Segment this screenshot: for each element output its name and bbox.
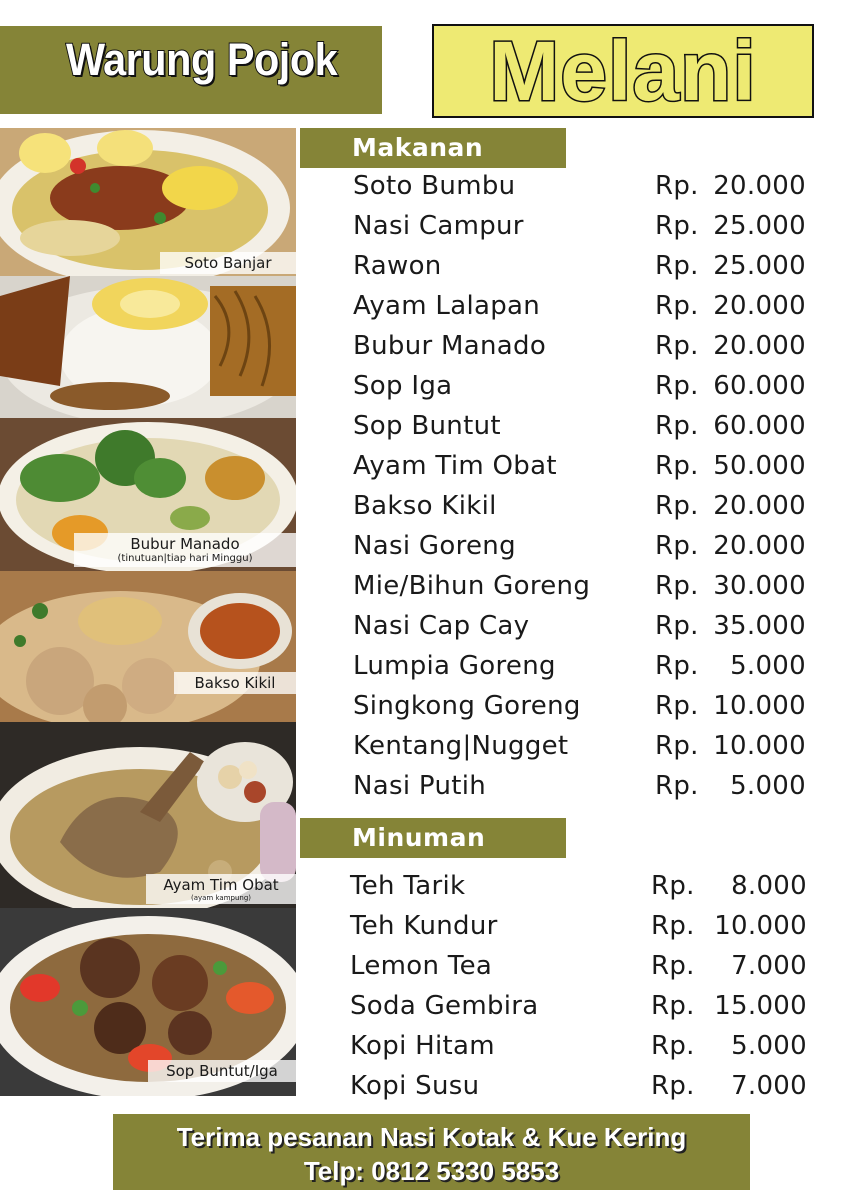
footer-phone-text: Telp: 0812 5330 5853 bbox=[303, 1156, 560, 1186]
menu-item-name: Singkong Goreng bbox=[353, 691, 581, 721]
caption-text: Bakso Kikil bbox=[194, 674, 276, 692]
menu-item bbox=[353, 406, 813, 446]
menu-item-currency: Rp. bbox=[655, 211, 699, 241]
menu-item-name: Sop Iga bbox=[353, 371, 453, 401]
menu-item bbox=[350, 866, 814, 906]
caption-soto-banjar bbox=[160, 252, 296, 274]
title-melani: Melani bbox=[489, 24, 757, 118]
menu-item bbox=[353, 206, 813, 246]
menu-item-currency: Rp. bbox=[651, 951, 695, 981]
menu-item-price: 25.000 bbox=[713, 211, 806, 241]
caption-bakso-kikil bbox=[174, 672, 296, 694]
menu-item-name: Teh Tarik bbox=[350, 871, 466, 901]
makanan-list bbox=[353, 166, 813, 806]
menu-item-price: 30.000 bbox=[713, 571, 806, 601]
menu-item-name: Soto Bumbu bbox=[353, 171, 516, 201]
footer-order-text: Terima pesanan Nasi Kotak & Kue Kering bbox=[176, 1122, 687, 1152]
menu-item-name: Nasi Cap Cay bbox=[353, 611, 530, 641]
menu-item bbox=[353, 446, 813, 486]
menu-item-price: 20.000 bbox=[713, 331, 806, 361]
photo-ayam-tim-obat bbox=[0, 722, 296, 908]
menu-item-price: 15.000 bbox=[714, 991, 807, 1021]
menu-item-price: 20.000 bbox=[713, 491, 806, 521]
menu-item-price: 50.000 bbox=[713, 451, 806, 481]
photo-soto-banjar bbox=[0, 128, 296, 276]
menu-item-currency: Rp. bbox=[651, 1031, 695, 1061]
caption-subtext: (ayam kampung) bbox=[190, 893, 252, 902]
menu-item-price: 5.000 bbox=[731, 1031, 807, 1061]
menu-item-name: Nasi Campur bbox=[353, 211, 524, 241]
menu-item-price: 20.000 bbox=[713, 291, 806, 321]
menu-item-currency: Rp. bbox=[655, 731, 699, 761]
menu-item-price: 25.000 bbox=[713, 251, 806, 281]
footer-banner bbox=[113, 1114, 750, 1190]
menu-item-price: 7.000 bbox=[731, 951, 807, 981]
menu-item bbox=[353, 486, 813, 526]
menu-item-price: 10.000 bbox=[713, 691, 806, 721]
menu-item-currency: Rp. bbox=[651, 991, 695, 1021]
menu-item-price: 60.000 bbox=[713, 411, 806, 441]
menu-item-currency: Rp. bbox=[655, 571, 699, 601]
menu-item-name: Nasi Goreng bbox=[353, 531, 516, 561]
menu-item-name: Teh Kundur bbox=[350, 911, 498, 941]
menu-item-currency: Rp. bbox=[655, 531, 699, 561]
menu-item-name: Ayam Tim Obat bbox=[353, 451, 557, 481]
menu-item-currency: Rp. bbox=[651, 1071, 695, 1101]
menu-item bbox=[350, 986, 814, 1026]
photo-bubur-manado bbox=[0, 418, 296, 571]
menu-item bbox=[353, 166, 813, 206]
menu-item bbox=[350, 1026, 814, 1066]
title-melani-box bbox=[432, 24, 814, 118]
menu-item bbox=[353, 286, 813, 326]
caption-text: Sop Buntut/Iga bbox=[166, 1062, 278, 1080]
menu-item bbox=[350, 1066, 814, 1106]
title-warung-pojok: Warung Pojok bbox=[66, 34, 338, 85]
menu-item-name: Mie/Bihun Goreng bbox=[353, 571, 591, 601]
caption-sop-buntut bbox=[148, 1060, 296, 1082]
menu-item-name: Sop Buntut bbox=[353, 411, 501, 441]
menu-item-name: Kentang|Nugget bbox=[353, 731, 569, 761]
menu-item-price: 20.000 bbox=[713, 171, 806, 201]
menu-item-price: 20.000 bbox=[713, 531, 806, 561]
menu-item-price: 7.000 bbox=[731, 1071, 807, 1101]
caption-text: Soto Banjar bbox=[184, 254, 272, 272]
nasi-campur-image bbox=[0, 276, 296, 418]
menu-item-currency: Rp. bbox=[651, 871, 695, 901]
caption-text: Bubur Manado bbox=[130, 535, 240, 553]
menu-item-currency: Rp. bbox=[655, 171, 699, 201]
menu-item-currency: Rp. bbox=[655, 611, 699, 641]
menu-item-name: Kopi Hitam bbox=[350, 1031, 495, 1061]
menu-item-name: Nasi Putih bbox=[353, 771, 487, 801]
menu-item-name: Soda Gembira bbox=[350, 991, 539, 1021]
menu-item bbox=[353, 646, 813, 686]
menu-item-name: Lumpia Goreng bbox=[353, 651, 556, 681]
caption-text: Ayam Tim Obat bbox=[163, 875, 279, 894]
menu-item bbox=[353, 366, 813, 406]
menu-item-currency: Rp. bbox=[655, 331, 699, 361]
menu-item-currency: Rp. bbox=[655, 451, 699, 481]
menu-item-name: Bakso Kikil bbox=[353, 491, 497, 521]
caption-subtext: (tinutuan|tiap hari Minggu) bbox=[117, 553, 253, 564]
menu-item-price: 10.000 bbox=[714, 911, 807, 941]
menu-item bbox=[353, 526, 813, 566]
menu-item-currency: Rp. bbox=[655, 371, 699, 401]
menu-item-currency: Rp. bbox=[651, 911, 695, 941]
menu-item-currency: Rp. bbox=[655, 411, 699, 441]
menu-item bbox=[353, 686, 813, 726]
menu-item bbox=[350, 946, 814, 986]
menu-item-currency: Rp. bbox=[655, 651, 699, 681]
menu-item-currency: Rp. bbox=[655, 291, 699, 321]
menu-item-name: Ayam Lalapan bbox=[353, 291, 541, 321]
menu-item bbox=[353, 766, 813, 806]
photo-nasi-campur bbox=[0, 276, 296, 418]
menu-item-currency: Rp. bbox=[655, 771, 699, 801]
menu-item-currency: Rp. bbox=[655, 251, 699, 281]
menu-item-name: Lemon Tea bbox=[350, 951, 493, 981]
menu-item-price: 10.000 bbox=[713, 731, 806, 761]
menu-item-currency: Rp. bbox=[655, 691, 699, 721]
menu-item-price: 5.000 bbox=[730, 771, 806, 801]
menu-item bbox=[353, 326, 813, 366]
photo-sop-buntut bbox=[0, 908, 296, 1096]
menu-item bbox=[353, 566, 813, 606]
minuman-list bbox=[350, 866, 814, 1106]
bakso-kikil-image bbox=[0, 571, 296, 722]
menu-item bbox=[353, 726, 813, 766]
menu-item-name: Bubur Manado bbox=[353, 331, 547, 361]
menu-item-currency: Rp. bbox=[655, 491, 699, 521]
menu-item-price: 8.000 bbox=[731, 871, 807, 901]
menu-item bbox=[350, 906, 814, 946]
menu-item-price: 60.000 bbox=[713, 371, 806, 401]
menu-item-price: 5.000 bbox=[730, 651, 806, 681]
menu-item bbox=[353, 606, 813, 646]
caption-bubur-manado bbox=[74, 533, 296, 567]
menu-item-name: Kopi Susu bbox=[350, 1071, 480, 1101]
menu-item-price: 35.000 bbox=[713, 611, 806, 641]
section-heading-makanan: Makanan bbox=[300, 128, 566, 168]
menu-item bbox=[353, 246, 813, 286]
photo-bakso-kikil bbox=[0, 571, 296, 722]
caption-ayam-tim-obat bbox=[146, 874, 296, 904]
menu-item-name: Rawon bbox=[353, 251, 442, 281]
section-heading-minuman: Minuman bbox=[300, 818, 566, 858]
